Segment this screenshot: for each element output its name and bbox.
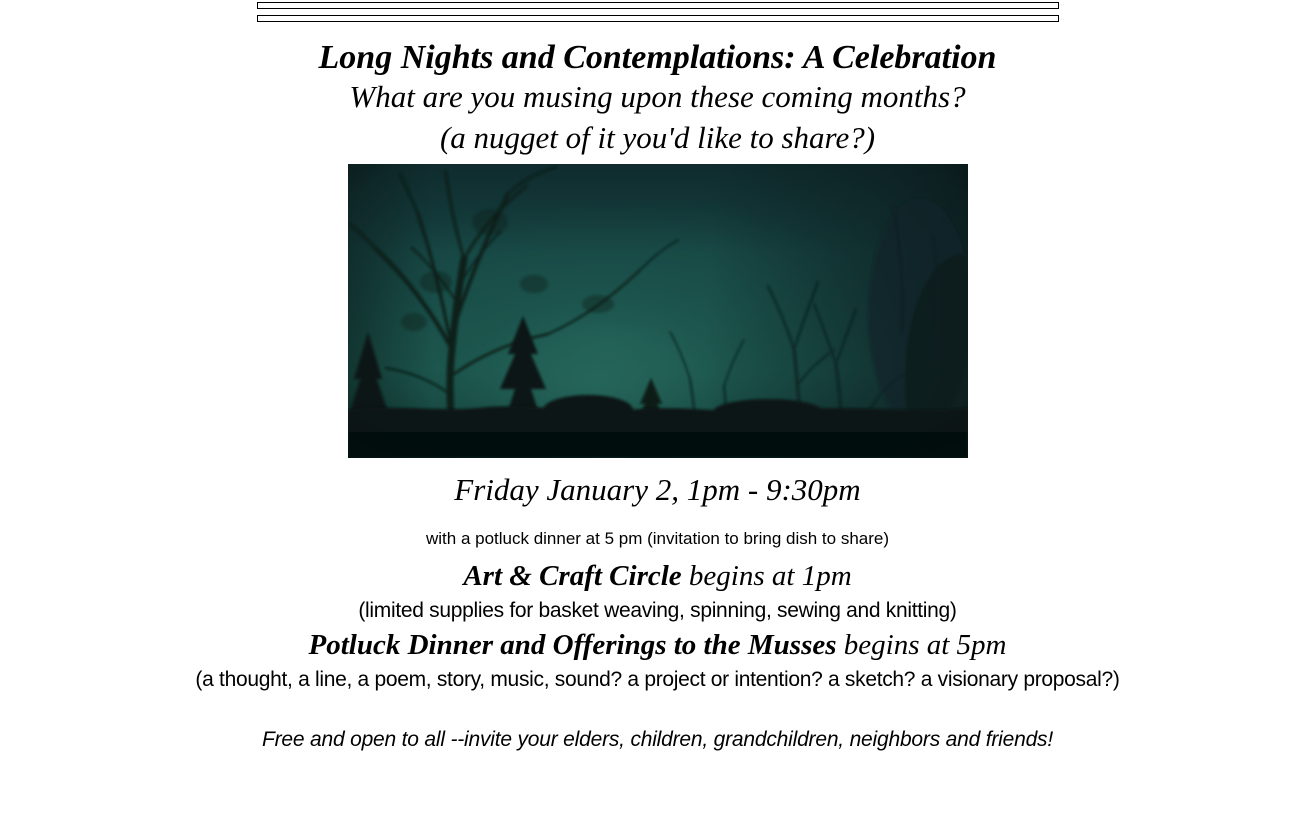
art-craft-circle-name: Art & Craft Circle	[463, 559, 682, 592]
page-title: Long Nights and Contemplations: A Celebration	[318, 39, 997, 76]
potluck-offerings-time: begins at 5pm	[836, 629, 1007, 662]
top-double-rule-2	[257, 15, 1059, 22]
potluck-dinner-note: with a potluck dinner at 5 pm (invitation to bring dish to share)	[425, 529, 890, 549]
flyer-page	[0, 2, 1315, 813]
twilight-trees-image	[348, 164, 968, 458]
art-craft-circle-line	[0, 559, 1315, 594]
event-photo	[348, 164, 968, 458]
subtitle-parenthetical: (a nugget of it you'd like to share?)	[439, 120, 876, 155]
art-craft-circle-time: begins at 1pm	[681, 559, 852, 592]
potluck-offerings-name: Potluck Dinner and Offerings to the Musses	[308, 629, 837, 662]
potluck-offerings-line	[0, 628, 1315, 663]
top-double-rule-1	[257, 2, 1059, 9]
event-datetime: Friday January 2, 1pm - 9:30pm	[454, 471, 861, 507]
subtitle-question: What are you musing upon these coming months?	[349, 79, 966, 115]
offerings-detail-note: (a thought, a line, a poem, story, music, sound? a project or intention? a sketch? a visionary proposal?)	[195, 667, 1120, 691]
free-open-footer: Free and open to all --invite your elders, children, grandchildren, neighbors and friends!	[262, 727, 1053, 751]
art-craft-supplies-note: (limited supplies for basket weaving, spinning, sewing and knitting)	[358, 599, 957, 623]
